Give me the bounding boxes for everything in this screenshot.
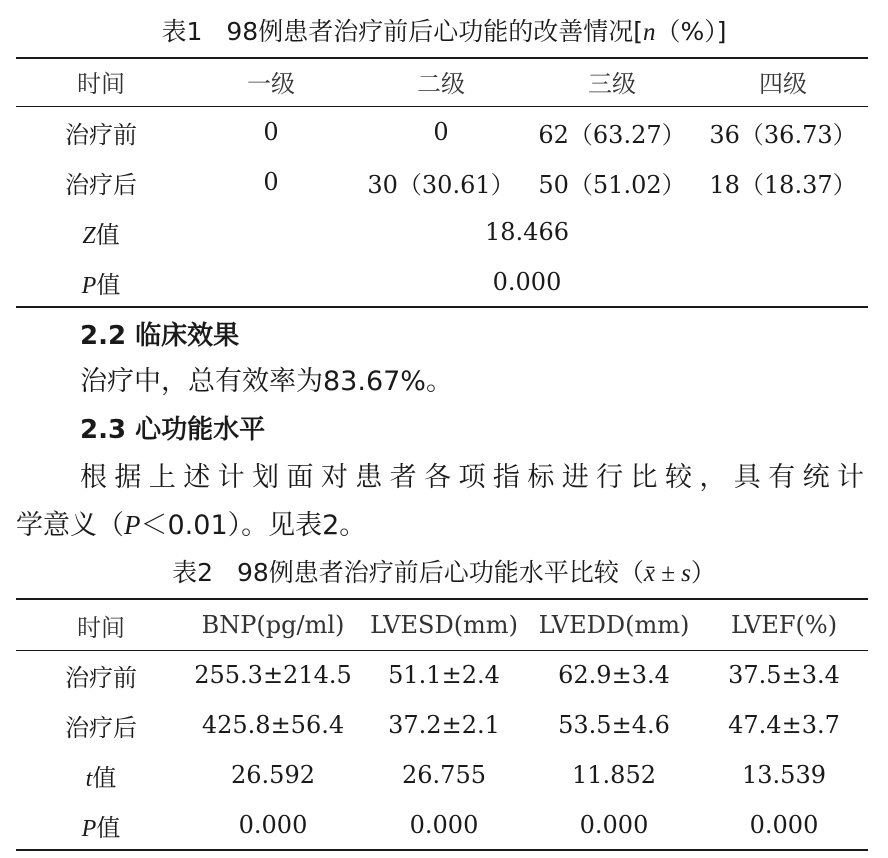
table2-header-time: 时间 xyxy=(77,613,125,642)
table2-header-lvesd: LVESD(mm) xyxy=(370,611,518,639)
table1-row1-grade2: 0 xyxy=(433,118,449,146)
table2-row2-lvesd: 37.2±2.1 xyxy=(388,711,500,739)
table2-p-label: P值 xyxy=(81,813,121,842)
table2-t-label: t值 xyxy=(85,763,117,792)
table2-p-lvedd: 0.000 xyxy=(579,811,649,839)
table2-header-bnp: BNP(pg/ml) xyxy=(201,611,345,639)
table1-header-row xyxy=(16,56,868,106)
table2-row2-lvef: 47.4±3.7 xyxy=(728,711,840,739)
table-row xyxy=(16,107,868,157)
table1-row2-grade2: 30（30.61） xyxy=(367,170,515,199)
table2-caption xyxy=(0,555,888,592)
table1-row1-grade1: 0 xyxy=(263,118,279,146)
table-row xyxy=(16,700,868,750)
table2-row1-lvedd: 62.9±3.4 xyxy=(558,661,670,689)
table1-caption-text: 98例患者治疗前后心功能的改善情况[ xyxy=(226,17,643,46)
table2-row1-time: 治疗前 xyxy=(65,663,137,692)
table1-z-row xyxy=(16,207,868,257)
table1-row2-time: 治疗后 xyxy=(65,170,137,199)
table2-t-lvef: 13.539 xyxy=(742,761,826,789)
section-2-3-line1: 根据上述计划面对患者各项指标进行比较，具有统计 xyxy=(80,462,866,493)
table-row xyxy=(16,650,868,700)
section-2-2-text: 治疗中，总有效率为83.67%。 xyxy=(80,366,453,397)
table1-p-value: 0.000 xyxy=(492,268,562,296)
table2-t-bnp: 26.592 xyxy=(231,761,315,789)
table1-header-grade2: 二级 xyxy=(417,69,465,98)
table2-header-lvedd: LVEDD(mm) xyxy=(538,611,690,639)
table1-p-label: P值 xyxy=(81,270,121,299)
table1-caption xyxy=(0,14,888,51)
table1-caption-number: 表1 xyxy=(161,17,203,46)
section-2-2-heading: 2.2 临床效果 xyxy=(80,321,240,351)
table2-caption-end: ） xyxy=(690,558,716,587)
table2-row2-lvedd: 53.5±4.6 xyxy=(558,711,670,739)
table2-p-lvesd: 0.000 xyxy=(409,811,479,839)
table2-caption-variable: x̄ ± s xyxy=(643,560,691,587)
table2-t-lvesd: 26.755 xyxy=(402,761,486,789)
table-row xyxy=(16,157,868,207)
table2-p-row xyxy=(16,800,868,850)
table1-row1-grade3: 62（63.27） xyxy=(538,120,686,149)
section-2-3-line2: 学意义（P＜0.01）。见表2。 xyxy=(16,510,367,541)
table2-p-lvef: 0.000 xyxy=(749,811,819,839)
table1-caption-variable: n xyxy=(642,19,656,46)
table2-header-lvef: LVEF(%) xyxy=(730,611,838,639)
table1-bottom-rule xyxy=(16,306,868,308)
table1-p-row xyxy=(16,257,868,307)
table2-p-bnp: 0.000 xyxy=(238,811,308,839)
table2-bottom-rule xyxy=(16,849,868,851)
table2-row2-bnp: 425.8±56.4 xyxy=(201,711,345,739)
table1-z-value: 18.466 xyxy=(485,218,569,246)
table2-header-row xyxy=(16,600,868,650)
table2-caption-text: 98例患者治疗前后心功能水平比较（ xyxy=(237,558,644,587)
table2-t-lvedd: 11.852 xyxy=(572,761,656,789)
table1-header-grade3: 三级 xyxy=(588,69,636,98)
table1-row1-time: 治疗前 xyxy=(65,120,137,149)
table1-header-time: 时间 xyxy=(77,69,125,98)
table2-row1-lvef: 37.5±3.4 xyxy=(728,661,840,689)
table2-row1-lvesd: 51.1±2.4 xyxy=(388,661,500,689)
table2-caption-number: 表2 xyxy=(172,558,213,587)
table1-row1-grade4: 36（36.73） xyxy=(709,120,857,149)
table2-t-row xyxy=(16,750,868,800)
table1-header-grade4: 四级 xyxy=(759,69,807,98)
table1-header-grade1: 一级 xyxy=(247,69,295,98)
table1-caption-unit: （%）] xyxy=(655,17,727,46)
table2-row2-time: 治疗后 xyxy=(65,713,137,742)
table2-row1-bnp: 255.3±214.5 xyxy=(194,661,352,689)
table1-row2-grade1: 0 xyxy=(263,168,279,196)
table1-row2-grade4: 18（18.37） xyxy=(709,170,857,199)
section-2-3-heading: 2.3 心功能水平 xyxy=(80,415,266,445)
table1-z-label: Z值 xyxy=(82,220,120,249)
table1-row2-grade3: 50（51.02） xyxy=(538,170,686,199)
